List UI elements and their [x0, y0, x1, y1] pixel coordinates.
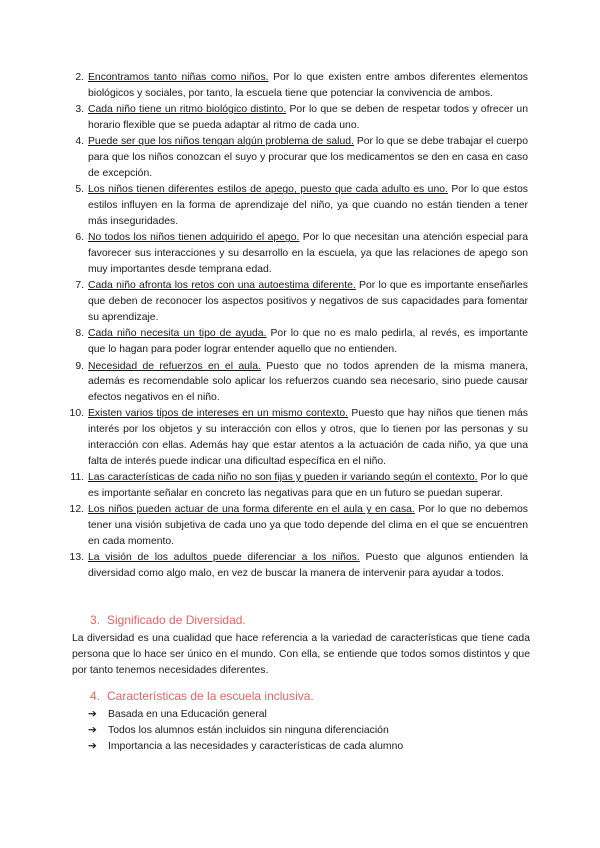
item-number: 13. — [69, 552, 84, 564]
item-number: 9. — [75, 360, 84, 372]
item-lead: Puede ser que los niños tengan algún problema de salud. — [88, 136, 354, 148]
item-text: Por lo que es importante señalar en concreto las negativas para que en un futuro se puedan superar. — [88, 472, 528, 500]
arrow-bullet-icon: ➔ — [88, 709, 97, 720]
item-number: 4. — [75, 136, 84, 148]
section-heading-diversity — [90, 613, 246, 627]
item-number: 5. — [75, 184, 84, 196]
item-lead: Necesidad de refuerzos en el aula. — [88, 360, 261, 372]
diversity-paragraph: La diversidad es una cualidad que hace referencia a la variedad de características que tiene cada persona que lo hace ser único en el mundo. Con ella, se entiende que todos somos distintos y que por tanto tenemos necesidades diferentes. — [72, 633, 530, 676]
bullet-item — [88, 723, 403, 739]
list-item — [75, 326, 528, 358]
arrow-bullet-icon: ➔ — [88, 740, 97, 752]
item-number: 2. — [75, 72, 84, 83]
numbered-list — [69, 70, 528, 583]
section-title: Características de la escuela inclusiva. — [107, 689, 314, 703]
item-number: 11. — [70, 472, 84, 484]
item-text: Puesto que hay niños que tienen más interés por los objetos y su interacción con ellos y otros, que lo tienen por las personas y su interacción con ellas. Además hay que estar atentos a la actuación de cada niño, ya que una falta de interés puede indicar una dificultad específica en el niño. — [88, 408, 528, 467]
item-text: Por lo que necesitan una atención especial para favorecer sus interacciones y su desarrollo en la escuela, ya que las relaciones de apego son muy importantes desde temprana edad. — [88, 232, 528, 275]
bullet-text: Importancia a las necesidades y características de cada alumno — [108, 740, 404, 752]
list-item — [75, 182, 528, 229]
section-number: 4. — [90, 689, 101, 703]
list-item — [75, 359, 528, 406]
item-text: Por lo que es importante enseñarles que deben de reconocer los aspectos positivos y negativos de sus capacidades para fomentar su aprendizaje. — [88, 280, 528, 323]
bullet-list — [88, 707, 403, 754]
item-text: Puesto que no todos aprenden de la misma manera, además es recomendable solo aplicar los refuerzos cuando sea necesario, sino puede causar efectos negativos en el niño. — [88, 360, 528, 404]
item-text: Por lo que estos estilos influyen en la forma de aprendizaje del niño, ya que cuando no están tienden a tener más inseguridades. — [88, 184, 528, 227]
item-text: Por lo que se debe trabajar el cuerpo para que los niños conozcan el suyo y procurar que los medicamentos se den en casa en caso de excepción. — [88, 136, 528, 179]
item-number: 3. — [75, 104, 84, 116]
item-lead: No todos los niños tienen adquirido el apego. — [88, 232, 300, 244]
section-heading-inclusive-school — [90, 689, 314, 703]
item-text: Por lo que no debemos tener una visión subjetiva de cada uno ya que todo depende del clima en el que se encuentren en cada momento. — [88, 504, 528, 548]
item-lead: Cada niño tiene un ritmo biológico distinto. — [88, 104, 287, 116]
bullet-item — [88, 707, 403, 723]
list-item — [69, 406, 528, 469]
item-lead: Encontramos tanto niñas como niños. — [88, 72, 269, 83]
section-number: 3. — [90, 613, 101, 627]
item-lead: Los niños pueden actuar de una forma diferente en el aula y en casa. — [88, 504, 415, 516]
arrow-bullet-icon: ➔ — [88, 724, 97, 736]
item-text: Por lo que se deben de respetar todos y ofrecer un horario flexible que se pueda adaptar al ritmo de cada uno. — [88, 104, 528, 131]
bullet-text: Todos los alumnos están incluidos sin ninguna diferenciación — [108, 724, 389, 736]
list-item — [70, 470, 528, 502]
list-item — [75, 230, 528, 277]
list-item — [75, 134, 528, 181]
item-text: Por lo que no es malo pedirla, al revés, es importante que lo hagan para poder lograr entender aquello que no entienden. — [88, 328, 528, 356]
item-lead: Las características de cada niño no son fijas y pueden ir variando según el contexto. — [88, 472, 478, 484]
list-item — [75, 278, 528, 325]
list-item — [75, 102, 528, 134]
list-item — [69, 550, 528, 582]
item-text: Por lo que existen entre ambos diferentes elementos biológicos y sociales, por tanto, la escuela tiene que potenciar la convivencia de ambos. — [88, 72, 528, 99]
bullet-text: Basada en una Educación general — [108, 709, 267, 720]
item-lead: Cada niño necesita un tipo de ayuda. — [88, 328, 267, 340]
item-lead: Los niños tienen diferentes estilos de apego, puesto que cada adulto es uno. — [88, 184, 448, 196]
item-number: 7. — [75, 280, 84, 292]
item-text: Puesto que algunos entienden la diversidad como algo malo, en vez de buscar la manera de intervenir para ayudar a todos. — [88, 552, 528, 580]
item-number: 6. — [75, 232, 84, 244]
list-item — [69, 502, 528, 549]
item-lead: Existen varios tipos de intereses en un mismo contexto. — [88, 408, 349, 420]
section-title: Significado de Diversidad. — [107, 613, 246, 627]
item-number: 12. — [69, 504, 84, 516]
item-number: 8. — [75, 328, 84, 340]
item-lead: Cada niño afronta los retos con una autoestima diferente. — [88, 280, 356, 292]
bullet-item — [88, 739, 403, 755]
item-number: 10. — [69, 408, 84, 420]
list-item — [75, 70, 528, 102]
item-lead: La visión de los adultos puede diferenciar a los niños. — [88, 552, 360, 564]
